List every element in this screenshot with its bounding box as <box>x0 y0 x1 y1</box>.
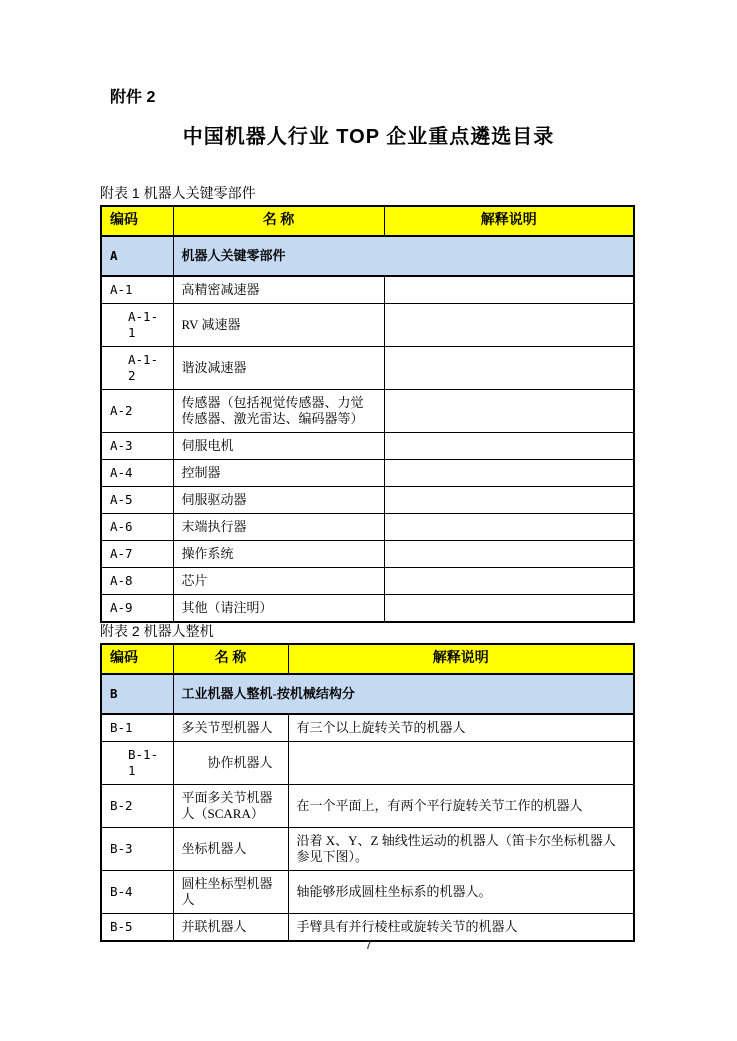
row-code: B-3 <box>101 828 173 871</box>
row-code: A-9 <box>101 595 173 623</box>
row-code: A-3 <box>101 433 173 460</box>
row-desc <box>288 742 634 785</box>
table-row <box>101 568 634 595</box>
header-code: 编码 <box>101 206 173 236</box>
row-desc <box>384 347 634 390</box>
table-row <box>101 541 634 568</box>
table-row <box>101 871 634 914</box>
row-name: 伺服驱动器 <box>173 487 384 514</box>
table-key-components <box>100 205 635 623</box>
row-code: B-5 <box>101 914 173 942</box>
table-row <box>101 514 634 541</box>
row-desc <box>384 595 634 623</box>
row-name: 高精密减速器 <box>173 276 384 304</box>
row-code: A-1-1 <box>101 304 173 347</box>
header-code: 编码 <box>101 644 173 674</box>
row-name: 末端执行器 <box>173 514 384 541</box>
header-desc: 解释说明 <box>288 644 634 674</box>
row-name: 芯片 <box>173 568 384 595</box>
row-code: A-2 <box>101 390 173 433</box>
row-desc: 在一个平面上，有两个平行旋转关节工作的机器人 <box>288 785 634 828</box>
row-desc <box>384 487 634 514</box>
section-code: B <box>101 674 173 714</box>
row-name: 其他（请注明） <box>173 595 384 623</box>
row-desc <box>384 568 634 595</box>
table-row <box>101 914 634 942</box>
table-row <box>101 347 634 390</box>
row-code: A-5 <box>101 487 173 514</box>
row-desc <box>384 304 634 347</box>
row-name: 坐标机器人 <box>173 828 288 871</box>
row-desc: 有三个以上旋转关节的机器人 <box>288 714 634 742</box>
table-row <box>101 828 634 871</box>
row-name: 传感器（包括视觉传感器、力觉传感器、激光雷达、编码器等） <box>173 390 384 433</box>
table-row <box>101 714 634 742</box>
row-code: B-2 <box>101 785 173 828</box>
row-desc: 沿着 X、Y、Z 轴线性运动的机器人（笛卡尔坐标机器人参见下图）。 <box>288 828 634 871</box>
row-code: A-8 <box>101 568 173 595</box>
section-name: 机器人关键零部件 <box>173 236 634 276</box>
row-desc <box>384 514 634 541</box>
row-name: 圆柱坐标型机器人 <box>173 871 288 914</box>
row-desc: 手臂具有并行棱柱或旋转关节的机器人 <box>288 914 634 942</box>
table-row <box>101 595 634 623</box>
row-code: B-4 <box>101 871 173 914</box>
row-desc <box>384 390 634 433</box>
row-desc: 轴能够形成圆柱坐标系的机器人。 <box>288 871 634 914</box>
table1-caption: 附表 1 机器人关键零部件 <box>100 185 256 201</box>
row-code: A-6 <box>101 514 173 541</box>
row-desc <box>384 276 634 304</box>
header-name: 名 称 <box>173 206 384 236</box>
row-name: 平面多关节机器人（SCARA） <box>173 785 288 828</box>
section-row <box>101 674 634 714</box>
table-row <box>101 433 634 460</box>
table-header-row <box>101 206 634 236</box>
table-row <box>101 304 634 347</box>
row-name: RV 减速器 <box>173 304 384 347</box>
row-name: 多关节型机器人 <box>173 714 288 742</box>
row-name: 操作系统 <box>173 541 384 568</box>
row-code: B-1-1 <box>101 742 173 785</box>
header-name: 名 称 <box>173 644 288 674</box>
row-code: A-4 <box>101 460 173 487</box>
row-code: A-1-2 <box>101 347 173 390</box>
table-row <box>101 785 634 828</box>
row-name: 并联机器人 <box>173 914 288 942</box>
header-desc: 解释说明 <box>384 206 634 236</box>
section-name: 工业机器人整机-按机械结构分 <box>173 674 634 714</box>
table-row <box>101 390 634 433</box>
row-name: 伺服电机 <box>173 433 384 460</box>
row-name: 协作机器人 <box>173 742 288 785</box>
row-desc <box>384 541 634 568</box>
page-number: 7 <box>365 938 372 952</box>
section-row <box>101 236 634 276</box>
table-row <box>101 487 634 514</box>
table-header-row <box>101 644 634 674</box>
row-code: A-7 <box>101 541 173 568</box>
table-row <box>101 742 634 785</box>
row-code: A-1 <box>101 276 173 304</box>
section-code: A <box>101 236 173 276</box>
page-title: 中国机器人行业 TOP 企业重点遴选目录 <box>182 126 555 148</box>
table-complete-robots <box>100 643 635 942</box>
row-name: 谐波减速器 <box>173 347 384 390</box>
table2-caption: 附表 2 机器人整机 <box>100 623 214 639</box>
table-row <box>101 276 634 304</box>
row-desc <box>384 460 634 487</box>
attachment-label: 附件 2 <box>110 89 156 106</box>
row-desc <box>384 433 634 460</box>
row-name: 控制器 <box>173 460 384 487</box>
row-code: B-1 <box>101 714 173 742</box>
table-row <box>101 460 634 487</box>
